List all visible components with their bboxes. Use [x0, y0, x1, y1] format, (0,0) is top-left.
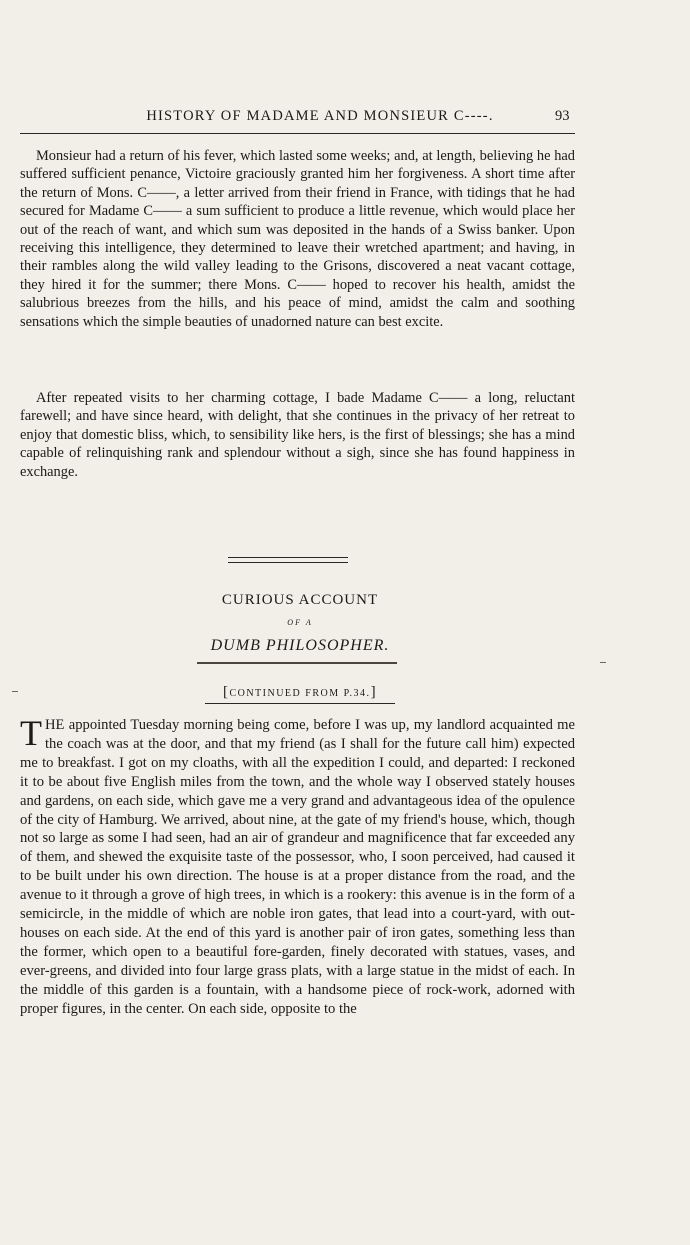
- page-header: [20, 108, 580, 132]
- article-title-line-1: CURIOUS ACCOUNT: [221, 592, 379, 608]
- bracket-open: [: [222, 684, 230, 700]
- article-title-line-3: DUMB PHILOSOPHER.: [210, 637, 390, 654]
- drop-cap: T: [20, 713, 42, 753]
- running-head: HISTORY OF MADAME AND MONSIEUR C----.: [146, 108, 494, 124]
- article-paragraph: [20, 713, 575, 1019]
- continued-underline: [205, 703, 395, 704]
- margin-mark: [600, 662, 606, 663]
- article-title-line-2: OF A: [287, 618, 313, 627]
- section-divider-top: [228, 557, 348, 558]
- header-rule: [20, 133, 575, 134]
- paragraph-2: After repeated visits to her charming cottage, I bade Madame C—— a long, reluctant farewell; and have since heard, with delight, that she continues in the privacy of her retreat to enjoy that domestic bliss, which, to sensibility like hers, is the first of blessings; she has a mind capable of relinquishing rank and splendour without a sigh, since she has found happiness in exchange.: [20, 390, 575, 480]
- title-underline: [197, 662, 397, 664]
- paragraph-1: Monsieur had a return of his fever, which lasted some weeks; and, at length, believing he had suffered sufficient penance, Victoire graciously granted him her forgiveness. A short time after the return of Mons. C——, a letter arrived from their friend in France, with tidings that he had secured for Madame C—— a sum sufficient to produce a little revenue, which would place her out of the reach of want, and which sum was deposited in the hands of a Swiss banker. Upon receiving this intelligence, they determined to leave their wretched apartment; and having, in their rambles along the wild valley leading to the Grisons, discovered a neat vacant cottage, they hired it for the summer; there Mons. C—— hoped to recover his health, amidst the salubrious breezes from the hills, and his peace of mind, amidst the calm and soothing sensations which the simple beauties of unadorned nature can best excite.: [20, 148, 575, 330]
- article-paragraph-text: HE appointed Tuesday morning being come, before I was up, my landlord acquainted me the coach was at the door, and that my friend (as I shall for the future call him) expected me to breakfast. I got on my cloaths, with all the expedition I could, and departed: I reckoned it to be about five English miles from the town, and the whole way I observed stately houses and gardens, on each side, which gave me a very grand and advantageous idea of the opulence of the city of Hamburg. We arrived, about nine, at the gate of my friend's house, which, though not so large as some I had seen, had an air of grandeur and magnificence that far exceeded any of them, and shewed the exquisite taste of the possessor, who, I soon perceived, had caused it to be built under his own direction. The house is at a proper distance from the road, and the avenue to it through a grove of high trees, in which is a rookery: this avenue is in the form of a semicircle, in the middle of which are noble iron gates, that lead into a court-yard, with out-houses on each side. At the end of this yard is another pair of iron gates, something less than the former, which open to a beautiful fore-garden, finely decorated with statues, vases, and ever-greens, and divided into four large grass plats, with a large statue in the midst of each. In the middle of this garden is a fountain, with a handsome piece of rock-work, adorned with proper figures, in the center. On each side, opposite to the: [20, 717, 575, 1017]
- section-divider-bottom: [228, 562, 348, 563]
- margin-mark: [12, 691, 18, 692]
- continued-note-text: CONTINUED FROM P.34.: [229, 688, 371, 699]
- continued-note: [180, 684, 420, 701]
- page-number: 93: [555, 108, 570, 124]
- bracket-close: ]: [370, 684, 378, 700]
